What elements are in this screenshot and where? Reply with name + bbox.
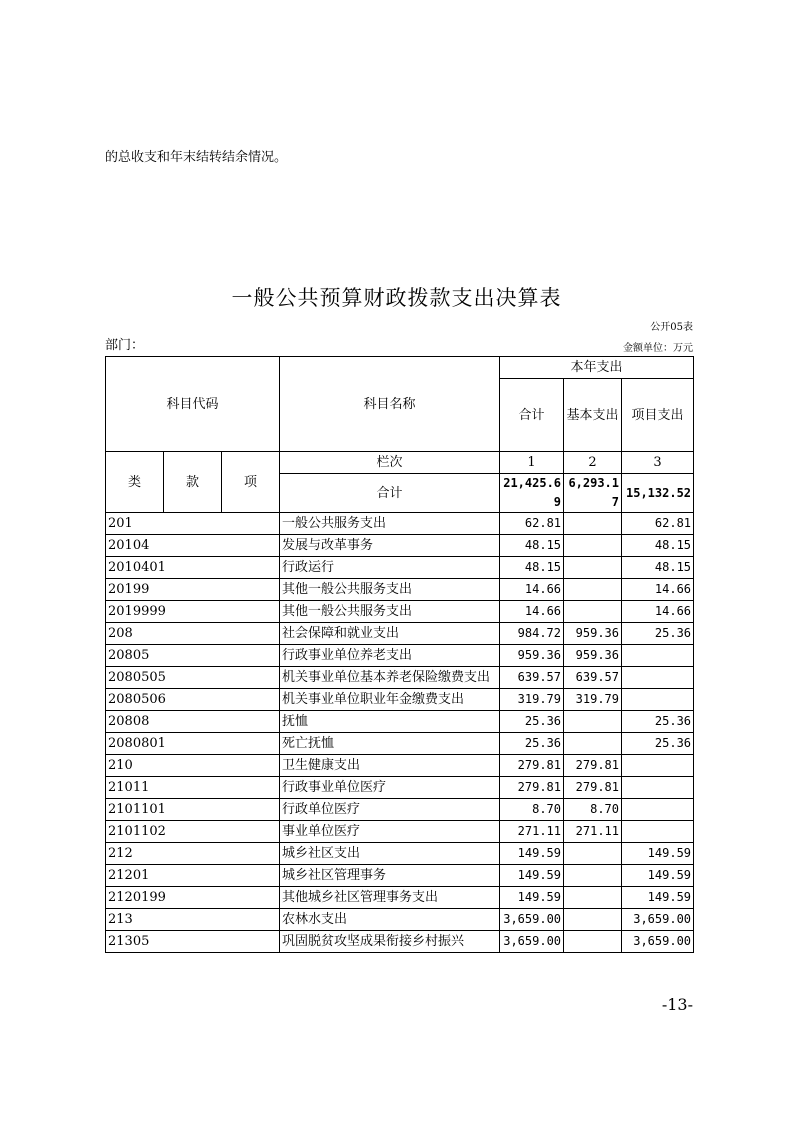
row-basic xyxy=(564,865,622,887)
row-name: 一般公共服务支出 xyxy=(280,513,500,535)
row-code: 210 xyxy=(106,755,280,777)
header-col1: 1 xyxy=(500,452,564,474)
row-name: 发展与改革事务 xyxy=(280,535,500,557)
department-label: 部门： xyxy=(105,338,145,353)
row-code: 20199 xyxy=(106,579,280,601)
table-row xyxy=(106,645,694,667)
table-row xyxy=(106,799,694,821)
row-name: 农林水支出 xyxy=(280,909,500,931)
row-code: 21305 xyxy=(106,931,280,953)
header-col2: 2 xyxy=(564,452,622,474)
expenditure-table xyxy=(105,356,694,953)
table-row xyxy=(106,601,694,623)
row-total: 3,659.00 xyxy=(500,909,564,931)
row-code: 21011 xyxy=(106,777,280,799)
row-project xyxy=(622,821,694,843)
header-column-index: 栏次 xyxy=(280,452,500,474)
header-name: 科目名称 xyxy=(280,357,500,452)
row-total: 3,659.00 xyxy=(500,931,564,953)
row-project: 149.59 xyxy=(622,865,694,887)
row-basic xyxy=(564,513,622,535)
header-project: 项目支出 xyxy=(622,379,694,452)
row-name: 其他城乡社区管理事务支出 xyxy=(280,887,500,909)
table-row xyxy=(106,535,694,557)
row-basic xyxy=(564,579,622,601)
table-row xyxy=(106,843,694,865)
table-row xyxy=(106,733,694,755)
row-code: 2010401 xyxy=(106,557,280,579)
row-project xyxy=(622,667,694,689)
row-code: 2080505 xyxy=(106,667,280,689)
row-basic: 959.36 xyxy=(564,623,622,645)
table-row xyxy=(106,865,694,887)
row-name: 行政运行 xyxy=(280,557,500,579)
row-total: 959.36 xyxy=(500,645,564,667)
row-total: 62.81 xyxy=(500,513,564,535)
header-kuan: 款 xyxy=(164,452,222,513)
row-name: 机关事业单位基本养老保险缴费支出 xyxy=(280,667,500,689)
row-total: 149.59 xyxy=(500,865,564,887)
row-name: 其他一般公共服务支出 xyxy=(280,601,500,623)
row-code: 20805 xyxy=(106,645,280,667)
header-total: 合计 xyxy=(500,379,564,452)
row-code: 2101101 xyxy=(106,799,280,821)
header-basic: 基本支出 xyxy=(564,379,622,452)
row-code: 213 xyxy=(106,909,280,931)
table-row xyxy=(106,579,694,601)
row-code: 208 xyxy=(106,623,280,645)
page-title: 一般公共预算财政拨款支出决算表 xyxy=(231,286,562,310)
row-project: 25.36 xyxy=(622,733,694,755)
header-current-year: 本年支出 xyxy=(500,357,694,379)
row-code: 2080801 xyxy=(106,733,280,755)
row-total: 271.11 xyxy=(500,821,564,843)
row-name: 城乡社区支出 xyxy=(280,843,500,865)
row-basic: 271.11 xyxy=(564,821,622,843)
header-row-3 xyxy=(106,452,694,474)
row-name: 巩固脱贫攻坚成果衔接乡村振兴 xyxy=(280,931,500,953)
row-total: 14.66 xyxy=(500,579,564,601)
row-project: 48.15 xyxy=(622,535,694,557)
row-project: 62.81 xyxy=(622,513,694,535)
row-code: 212 xyxy=(106,843,280,865)
row-project: 149.59 xyxy=(622,843,694,865)
row-basic xyxy=(564,711,622,733)
row-name: 卫生健康支出 xyxy=(280,755,500,777)
row-name: 行政单位医疗 xyxy=(280,799,500,821)
row-project: 14.66 xyxy=(622,601,694,623)
form-number: 公开05表 xyxy=(650,322,693,333)
row-total: 319.79 xyxy=(500,689,564,711)
header-row-1 xyxy=(106,357,694,379)
row-total: 984.72 xyxy=(500,623,564,645)
row-total: 279.81 xyxy=(500,777,564,799)
intro-text: 的总收支和年末结转结余情况。 xyxy=(105,150,288,165)
row-project xyxy=(622,645,694,667)
row-name: 抚恤 xyxy=(280,711,500,733)
row-basic: 959.36 xyxy=(564,645,622,667)
row-basic xyxy=(564,601,622,623)
row-code: 2101102 xyxy=(106,821,280,843)
row-project: 3,659.00 xyxy=(622,909,694,931)
table-row xyxy=(106,777,694,799)
row-total: 8.70 xyxy=(500,799,564,821)
row-project: 149.59 xyxy=(622,887,694,909)
row-project: 3,659.00 xyxy=(622,931,694,953)
row-total: 14.66 xyxy=(500,601,564,623)
row-basic xyxy=(564,535,622,557)
row-basic: 639.57 xyxy=(564,667,622,689)
table-row xyxy=(106,623,694,645)
header-xiang: 项 xyxy=(222,452,280,513)
sum-basic: 6,293.17 xyxy=(564,474,622,513)
row-name: 死亡抚恤 xyxy=(280,733,500,755)
row-code: 20808 xyxy=(106,711,280,733)
row-basic: 279.81 xyxy=(564,777,622,799)
row-basic: 8.70 xyxy=(564,799,622,821)
row-total: 639.57 xyxy=(500,667,564,689)
header-col3: 3 xyxy=(622,452,694,474)
table-row xyxy=(106,667,694,689)
row-name: 社会保障和就业支出 xyxy=(280,623,500,645)
row-total: 25.36 xyxy=(500,733,564,755)
row-code: 21201 xyxy=(106,865,280,887)
row-total: 48.15 xyxy=(500,557,564,579)
row-name: 行政事业单位养老支出 xyxy=(280,645,500,667)
table-row xyxy=(106,909,694,931)
unit-label: 金额单位：万元 xyxy=(623,343,693,354)
row-project: 14.66 xyxy=(622,579,694,601)
row-code: 20104 xyxy=(106,535,280,557)
row-project: 48.15 xyxy=(622,557,694,579)
row-basic xyxy=(564,931,622,953)
sum-label: 合计 xyxy=(280,474,500,513)
table-row xyxy=(106,557,694,579)
row-name: 城乡社区管理事务 xyxy=(280,865,500,887)
row-total: 48.15 xyxy=(500,535,564,557)
row-code: 2080506 xyxy=(106,689,280,711)
table-row xyxy=(106,513,694,535)
row-code: 2019999 xyxy=(106,601,280,623)
row-total: 25.36 xyxy=(500,711,564,733)
row-code: 201 xyxy=(106,513,280,535)
row-basic: 279.81 xyxy=(564,755,622,777)
row-basic xyxy=(564,557,622,579)
table-row xyxy=(106,689,694,711)
row-basic: 319.79 xyxy=(564,689,622,711)
table-row xyxy=(106,711,694,733)
row-total: 279.81 xyxy=(500,755,564,777)
row-project xyxy=(622,777,694,799)
row-project xyxy=(622,755,694,777)
row-total: 149.59 xyxy=(500,843,564,865)
row-name: 机关事业单位职业年金缴费支出 xyxy=(280,689,500,711)
table-row xyxy=(106,821,694,843)
row-name: 行政事业单位医疗 xyxy=(280,777,500,799)
page-number: -13- xyxy=(661,995,693,1014)
row-basic xyxy=(564,733,622,755)
row-basic xyxy=(564,843,622,865)
row-basic xyxy=(564,887,622,909)
header-lei: 类 xyxy=(106,452,164,513)
row-name: 事业单位医疗 xyxy=(280,821,500,843)
row-project: 25.36 xyxy=(622,711,694,733)
row-code: 2120199 xyxy=(106,887,280,909)
row-project xyxy=(622,689,694,711)
table-row xyxy=(106,887,694,909)
table-row xyxy=(106,931,694,953)
row-project xyxy=(622,799,694,821)
row-project: 25.36 xyxy=(622,623,694,645)
row-name: 其他一般公共服务支出 xyxy=(280,579,500,601)
row-basic xyxy=(564,909,622,931)
header-code: 科目代码 xyxy=(106,357,280,452)
sum-project: 15,132.52 xyxy=(622,474,694,513)
row-total: 149.59 xyxy=(500,887,564,909)
table-row xyxy=(106,755,694,777)
sum-total: 21,425.69 xyxy=(500,474,564,513)
